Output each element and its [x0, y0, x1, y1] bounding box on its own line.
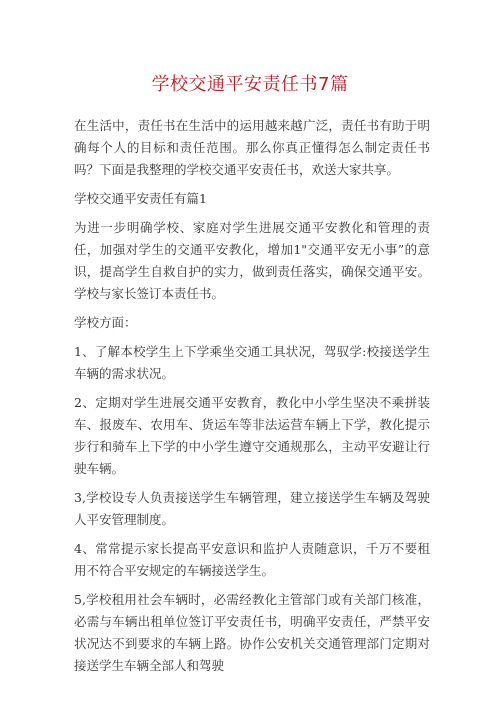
section-heading: 学校交通平安责任有篇1 [74, 191, 207, 206]
list-item: 3,学校设专人负责接送学生车辆管理，建立接送学生车辆及驾驶人平安管理制度。 [74, 490, 430, 527]
intro-paragraph: 在生活中，责任书在生活中的运用越来越广泛，责任书有助于明确每个人的目标和责任范围。那么你真正懂得怎么制定责任书吗？下面是我整理的学校交通平安责任书，欢送大家共享。 [74, 118, 430, 177]
list-item: 2、定期对学生进展交通平安教育，教化中小学生坚决不乘拼装车、报废车、农用车、货运车等非法运营车辆上下学，教化提示步行和骑车上下学的中小学生遵守交通规那么，主动平安避让行驶车辆。 [74, 395, 430, 476]
body-paragraph: 为进一步明确学校、家庭对学生进展交通平安教化和管理的责任，加强对学生的交通平安教化，增加1"交通平安无小事”的意识，提高学生自救自护的实力，做到责任落实，确保交通平安。学校与家长签订本责任书。 [74, 220, 430, 301]
document-title: 学校交通平安责任书7篇 [151, 74, 349, 95]
list-item: 5,学校租用社会车辆时，必需经教化主管部门或有关部门核准，必需与车辆出租单位签订平安责任书，明确平安责任，严禁平安状况达不到要求的车辆上路。协作公安机关交通管理部门定期对接送学生车辆全部人和驾驶 [74, 592, 430, 673]
document-body [74, 115, 430, 684]
subsection-heading: 学校方面： [74, 315, 137, 330]
list-item: 4、常常提示家长提高平安意识和监护人责随意识，千万不要租用不符合平安规定的车辆接送学生。 [74, 541, 430, 578]
list-item: 1、了解本校学生上下学乘坐交通工具状况，驾驭学:校接送学生车辆的需求状况。 [74, 344, 430, 381]
